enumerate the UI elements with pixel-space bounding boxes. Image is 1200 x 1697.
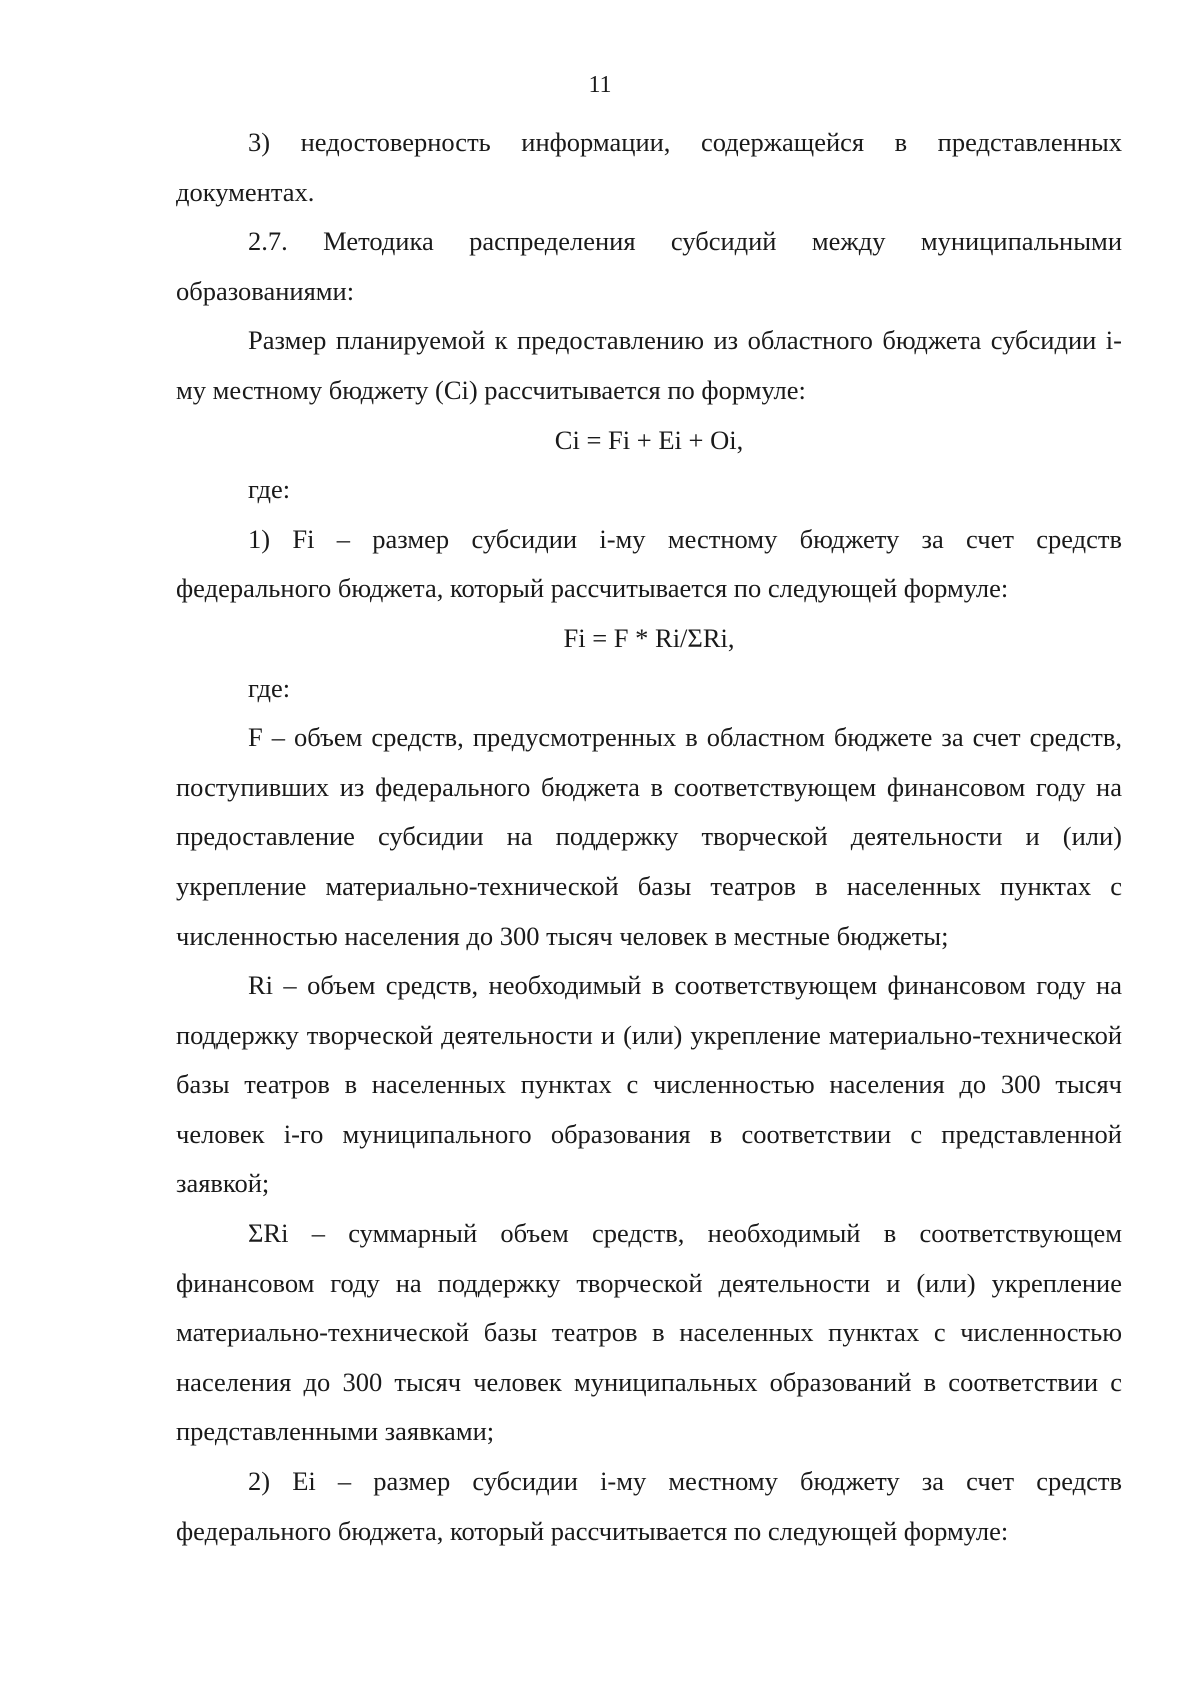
document-body — [176, 118, 1122, 1556]
paragraph-f-definition: F – объем средств, предусмотренных в областном бюджете за счет средств, поступивших из федерального бюджета в соответствующем финансовом году на предоставление субсидии на поддержку творческой деятельности и (или) укрепление материально-технической базы театров в населенных пунктах с численностью населения до 300 тысяч человек в местные бюджеты; — [176, 722, 1122, 951]
formula-ci: Ci = Fi + Ei + Oi, — [554, 424, 744, 455]
paragraph-fi-definition: 1) Fi – размер субсидии i-му местному бюджету за счет средств федерального бюджета, который рассчитывается по следующей формуле: — [176, 523, 1122, 604]
paragraph-sum-ri-definition: ΣRi – суммарный объем средств, необходимый в соответствующем финансовом году на поддержку творческой деятельности и (или) укрепление материально-технической базы театров в населенных пунктах с численностью населения до 300 тысяч человек муниципальных образований в соответствии с представленными заявками; — [176, 1218, 1122, 1447]
where-label-2: где: — [248, 672, 291, 703]
paragraph-section-2-7: 2.7. Методика распределения субсидий между муниципальными образованиями: — [176, 226, 1122, 306]
formula-fi: Fi = F * Ri/ΣRi, — [563, 622, 735, 653]
paragraph-ri-definition: Ri – объем средств, необходимый в соответствующем финансовом году на поддержку творческой деятельности и (или) укрепление материально-технической базы театров в населенных пунктах с численностью населения до 300 тысяч человек i-го муниципального образования в соответствии с представленной заявкой; — [176, 970, 1122, 1199]
where-label-1: где: — [248, 474, 291, 505]
paragraph-subsidy-size: Размер планируемой к предоставлению из областного бюджета субсидии i-му местному бюджету (Ci) рассчитывается по формуле: — [176, 325, 1122, 405]
page-number: 11 — [588, 72, 612, 98]
paragraph-ei-definition: 2) Ei – размер субсидии i-му местному бюджету за счет средств федерального бюджета, который рассчитывается по следующей формуле: — [176, 1466, 1122, 1546]
paragraph-item-3: 3) недостоверность информации, содержащейся в представленных документах. — [176, 127, 1122, 207]
